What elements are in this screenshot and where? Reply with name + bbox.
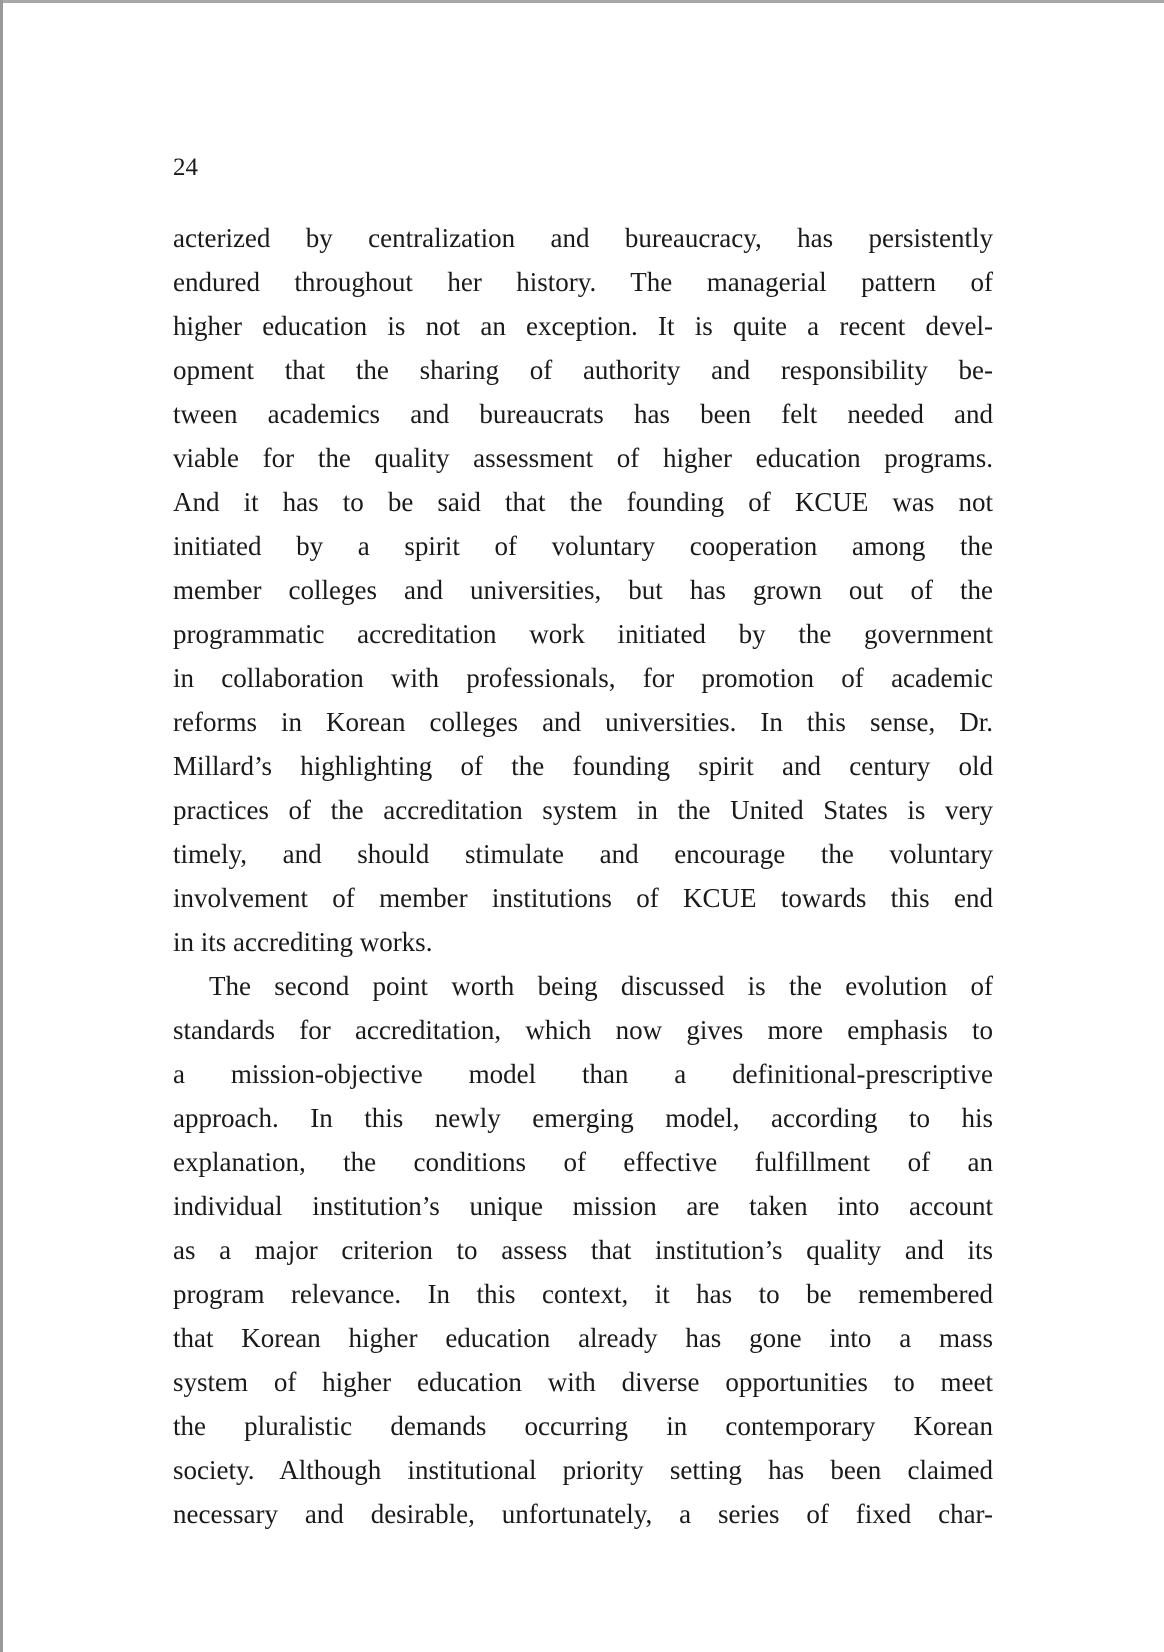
text-line: in its accrediting works.	[173, 927, 433, 957]
text-line: involvement of member institutions of KCUE towards this end	[173, 883, 993, 913]
text-line: initiated by a spirit of voluntary cooperation among the	[173, 531, 993, 561]
text-line: the pluralistic demands occurring in contemporary Korean	[173, 1411, 993, 1441]
text-line: that Korean higher education already has gone into a mass	[173, 1323, 993, 1353]
text-line: tween academics and bureaucrats has been felt needed and	[173, 399, 993, 429]
text-line: program relevance. In this context, it has to be remembered	[173, 1279, 993, 1309]
text-line: approach. In this newly emerging model, according to his	[173, 1103, 993, 1133]
page-number: 24	[173, 154, 198, 181]
text-line: practices of the accreditation system in the United States is very	[173, 795, 993, 825]
paragraph	[173, 216, 993, 964]
text-line: necessary and desirable, unfortunately, a series of fixed char-	[173, 1499, 993, 1529]
text-line: higher education is not an exception. It is quite a recent devel-	[173, 311, 993, 341]
text-line: member colleges and universities, but has grown out of the	[173, 575, 993, 605]
text-line: Millard’s highlighting of the founding spirit and century old	[173, 751, 993, 781]
text-line: individual institution’s unique mission are taken into account	[173, 1191, 993, 1221]
text-line: as a major criterion to assess that institution’s quality and its	[173, 1235, 993, 1265]
text-line: society. Although institutional priority setting has been claimed	[173, 1455, 993, 1485]
text-line: programmatic accreditation work initiated by the government	[173, 619, 993, 649]
paragraph	[173, 964, 993, 1536]
text-line: in collaboration with professionals, for promotion of academic	[173, 663, 993, 693]
body-text	[173, 216, 993, 1536]
text-line: timely, and should stimulate and encourage the voluntary	[173, 839, 993, 869]
text-line: reforms in Korean colleges and universities. In this sense, Dr.	[173, 707, 993, 737]
text-line: opment that the sharing of authority and responsibility be-	[173, 355, 993, 385]
text-line: The second point worth being discussed is the evolution of	[209, 971, 993, 1001]
text-line: viable for the quality assessment of higher education programs.	[173, 443, 993, 473]
text-line: standards for accreditation, which now gives more emphasis to	[173, 1015, 993, 1045]
text-line: a mission-objective model than a definitional-prescriptive	[173, 1059, 993, 1089]
text-line: explanation, the conditions of effective fulfillment of an	[173, 1147, 993, 1177]
text-line: system of higher education with diverse opportunities to meet	[173, 1367, 993, 1397]
text-line: And it has to be said that the founding of KCUE was not	[173, 487, 993, 517]
text-line: endured throughout her history. The managerial pattern of	[173, 267, 993, 297]
text-line: acterized by centralization and bureaucracy, has persistently	[173, 223, 993, 253]
